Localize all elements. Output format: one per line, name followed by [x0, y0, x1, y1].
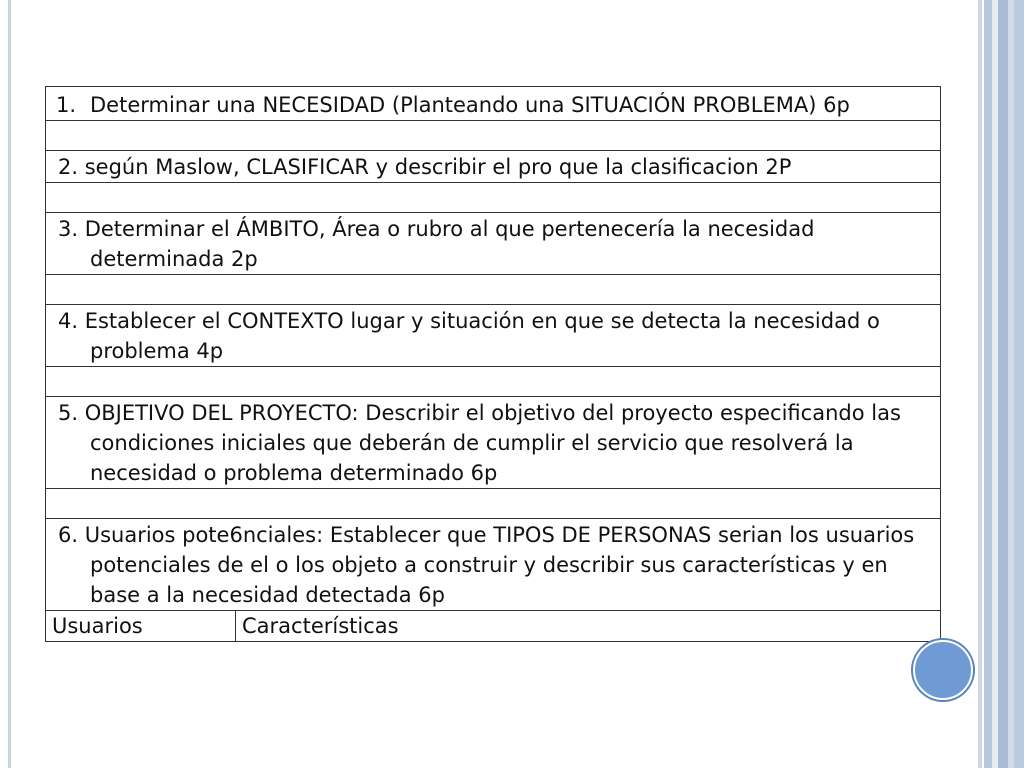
item-text: 5. OBJETIVO DEL PROYECTO: Describir el objetivo del proyecto especificando las condiciones iniciales que deberán de cumplir el servicio que resolverá la necesidad o problema determinado 6p	[58, 401, 901, 485]
spacer-row	[46, 275, 941, 305]
item-cell-2	[46, 151, 941, 183]
item-text: 6. Usuarios pote6nciales: Establecer que TIPOS DE PERSONAS serian los usuarios potenciales de el o los objeto a construir y describir sus características y en base a la necesidad detectada 6p	[58, 523, 915, 607]
right-frame-stripes	[976, 0, 1024, 768]
item-number: 1.	[56, 93, 77, 117]
item-text: 3. Determinar el ÁMBITO, Área o rubro al que pertenecería la necesidad determinada 2p	[58, 217, 815, 271]
spacer-row	[46, 489, 941, 519]
item-text: 2. según Maslow, CLASIFICAR y describir el pro que la clasificacion 2P	[58, 155, 792, 179]
item-cell-1	[46, 87, 941, 121]
table-row	[46, 397, 941, 489]
left-frame-line	[8, 0, 11, 768]
column-header-characteristics: Características	[236, 611, 941, 642]
header-row	[46, 611, 941, 642]
decorative-circle	[913, 640, 973, 700]
spacer-row	[46, 121, 941, 151]
item-text: 4. Establecer el CONTEXTO lugar y situación en que se detecta la necesidad o problema 4p	[58, 309, 880, 363]
item-cell-4	[46, 305, 941, 367]
requirements-table	[45, 86, 941, 642]
table-row	[46, 213, 941, 275]
table-row	[46, 519, 941, 611]
item-cell-3	[46, 213, 941, 275]
item-cell-6	[46, 519, 941, 611]
table-row	[46, 151, 941, 183]
item-cell-5	[46, 397, 941, 489]
spacer-row	[46, 367, 941, 397]
table-row	[46, 87, 941, 121]
column-header-users: Usuarios	[46, 611, 236, 642]
spacer-row	[46, 183, 941, 213]
table-row	[46, 305, 941, 367]
item-text: Determinar una NECESIDAD (Planteando una SITUACIÓN PROBLEMA) 6p	[90, 93, 850, 117]
